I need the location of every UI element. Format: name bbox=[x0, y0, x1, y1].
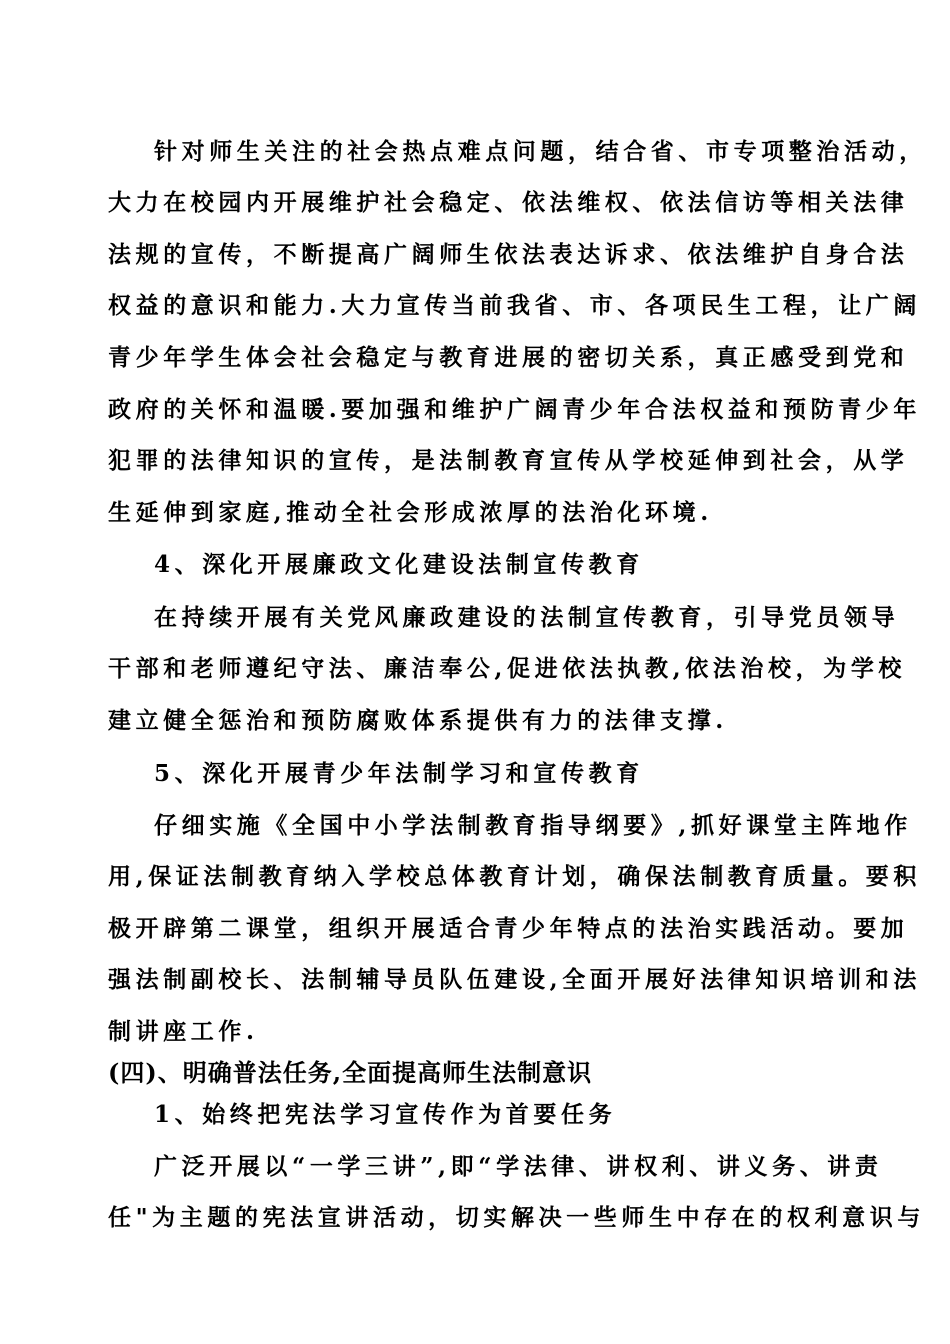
paragraph-2-line-3: 建立健全惩治和预防腐败体系提供有力的法律支撑. bbox=[108, 707, 728, 734]
paragraph-4-line-2: 任"为主题的宪法宣讲活动，切实解决一些师生中存在的权利意识与 bbox=[108, 1204, 925, 1231]
paragraph-1-line-5: 青少年学生体会社会稳定与教育进展的密切关系，真正感受到党和 bbox=[108, 344, 909, 371]
paragraph-3-line-5: 制讲座工作. bbox=[108, 1018, 259, 1045]
paragraph-3-line-1: 仔细实施《全国中小学法制教育指导纲要》,抓好课堂主阵地作 bbox=[154, 812, 912, 839]
section-heading-four: (四)、明确普法任务,全面提高师生法制意识 bbox=[108, 1058, 593, 1087]
paragraph-3-line-2: 用,保证法制教育纳入学校总体教育计划，确保法制教育质量。要积 bbox=[108, 863, 922, 890]
paragraph-3-line-3: 极开辟第二课堂，组织开展适合青少年特点的法治实践活动。要加 bbox=[108, 915, 909, 942]
section-heading-4: 4、深化开展廉政文化建设法制宣传教育 bbox=[154, 551, 644, 578]
paragraph-2-line-2: 干部和老师遵纪守法、廉洁奉公,促进依法执教,依法治校，为学校 bbox=[108, 655, 907, 682]
section-heading-5: 5、深化开展青少年法制学习和宣传教育 bbox=[154, 760, 644, 787]
paragraph-1-line-8: 生延伸到家庭,推动全社会形成浓厚的法治化环境. bbox=[108, 499, 713, 526]
paragraph-1-line-2: 大力在校园内开展维护社会稳定、依法维权、依法信访等相关法律 bbox=[108, 189, 909, 216]
paragraph-1-line-4: 权益的意识和能力.大力宣传当前我省、市、各项民生工程，让广阔 bbox=[108, 292, 922, 319]
paragraph-1-line-6: 政府的关怀和温暖.要加强和维护广阔青少年合法权益和预防青少年 bbox=[108, 396, 922, 423]
paragraph-2-line-1: 在持续开展有关党风廉政建设的法制宣传教育，引导党员领导 bbox=[154, 604, 900, 631]
paragraph-1-line-1: 针对师生关注的社会热点难点问题，结合省、市专项整治活动， bbox=[154, 138, 927, 165]
paragraph-4-line-1: 广泛开展以“一学三讲”,即“学法律、讲权利、讲义务、讲责 bbox=[154, 1153, 883, 1180]
section-heading-1: 1、始终把宪法学习宣传作为首要任务 bbox=[154, 1101, 617, 1128]
paragraph-1-line-3: 法规的宣传，不断提高广阔师生依法表达诉求、依法维护自身合法 bbox=[108, 241, 909, 268]
paragraph-3-line-4: 强法制副校长、法制辅导员队伍建设,全面开展好法律知识培训和法 bbox=[108, 966, 922, 993]
paragraph-1-line-7: 犯罪的法律知识的宣传，是法制教育宣传从学校延伸到社会，从学 bbox=[108, 447, 909, 474]
